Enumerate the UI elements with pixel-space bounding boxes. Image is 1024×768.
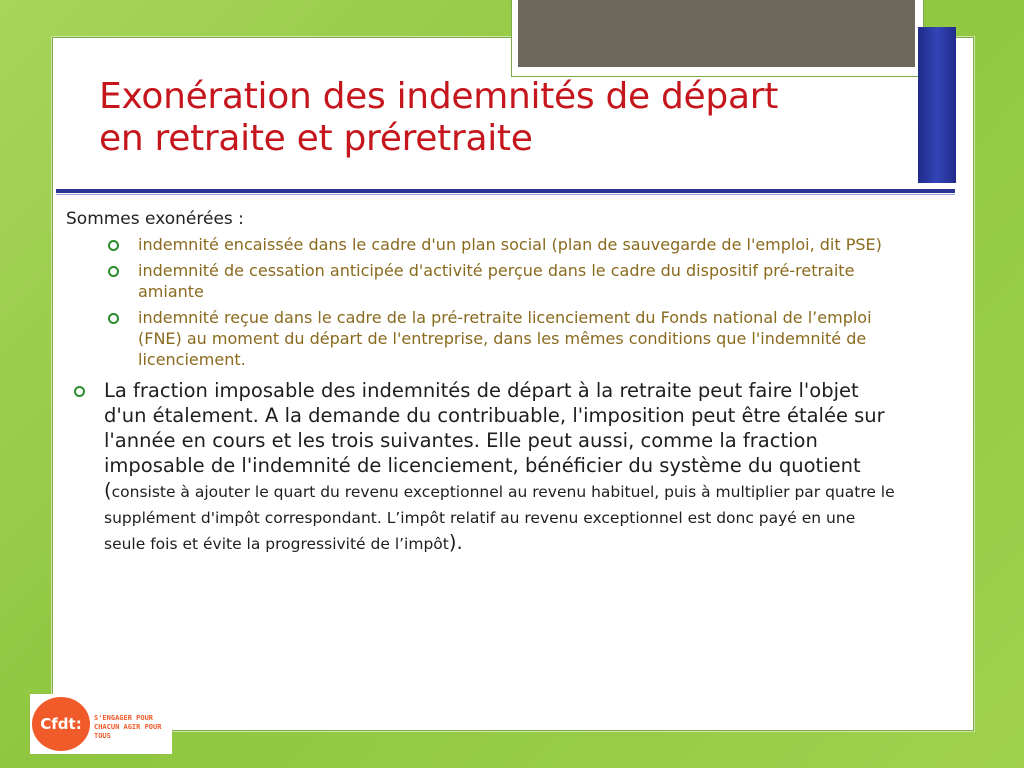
cfdt-logo-mark: Cfdt: [32,697,90,751]
bullet-icon [108,266,119,277]
sub-bullet-text: indemnité encaissée dans le cadre d'un plan social (plan de sauvegarde de l'emploi, dit PSE) [138,235,882,254]
title-divider-thin [56,194,955,195]
sub-bullet-item [108,307,906,370]
sub-bullet-list [66,234,906,370]
main-bullet-closing: ). [448,531,463,554]
slide-title-line-1: Exonération des indemnités de départ [99,76,779,117]
bullet-icon [108,240,119,251]
header-photo [518,0,915,67]
slide-title [99,76,899,160]
main-bullet-text: La fraction imposable des indemnités de départ à la retraite peut faire l'objet d'un étalement. A la demande du contribuable, l'imposition peut être étalée sur l'année en cours et les trois suivantes. Elle peut aussi, comme la fraction imposable de l'indemnité de licenciement, bénéficier du système du quotient ( [104,379,885,502]
lead-text: Sommes exonérées : [66,209,244,229]
slide-title-line-2: en retraite et préretraite [99,118,533,159]
sub-bullet-item [108,234,906,255]
cfdt-logo [30,694,172,754]
title-divider [56,189,955,193]
sub-bullet-text: indemnité reçue dans le cadre de la pré-retraite licenciement du Fonds national de l’emploi (FNE) au moment du départ de l'entreprise, dans les mêmes conditions que l'indemnité de licenciement. [138,308,872,369]
main-bullet-item [74,378,896,556]
main-bullet-parenthetical: consiste à ajouter le quart du revenu exceptionnel au revenu habituel, puis à multiplier par quatre le supplément d'impôt correspondant. L’impôt relatif au revenu exceptionnel est donc payé en une seule fois et évite la progressivité de l’impôt [104,483,895,553]
accent-bar [918,27,956,183]
bullet-icon [108,313,119,324]
sub-bullet-item [108,260,906,302]
photo-frame [511,0,924,77]
main-bullet-list [66,378,906,556]
sub-bullet-text: indemnité de cessation anticipée d'activité perçue dans le cadre du dispositif pré-retraite amiante [138,261,855,301]
cfdt-logo-tagline: S'ENGAGER POUR CHACUN AGIR POUR TOUS [94,714,162,740]
slide-body [66,208,906,556]
bullet-icon [74,386,85,397]
